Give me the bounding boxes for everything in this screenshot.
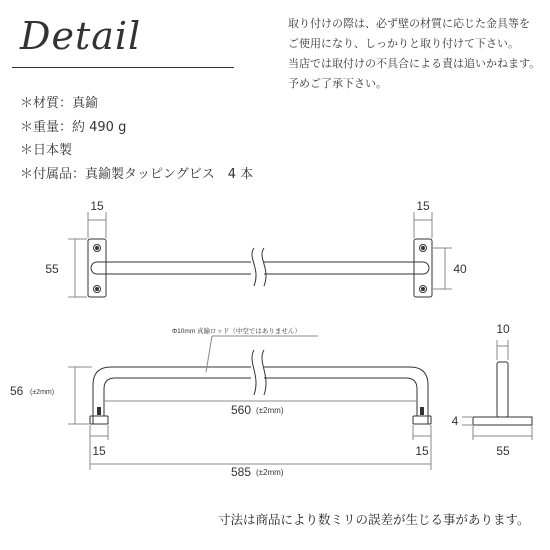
rod-note-label: Φ10mm 真鍮ロッド（中空ではありません） bbox=[172, 328, 301, 335]
front-height-label: 56 bbox=[10, 384, 24, 398]
front-total-label: 585 bbox=[231, 465, 252, 479]
spec-accessories: ＊付属品：真鍮製タッピングビス 4 本 bbox=[20, 166, 254, 182]
note-line: 予めご了承下さい。 bbox=[288, 77, 387, 90]
break-mark bbox=[252, 248, 256, 286]
note-line: ご使用になり、しっかりと取り付けて下さい。 bbox=[288, 37, 519, 50]
spec-material: ＊材質：真鍮 bbox=[20, 96, 99, 111]
rod-right bbox=[264, 262, 429, 274]
page-title: Detail bbox=[20, 14, 142, 58]
spec-origin: ＊日本製 bbox=[20, 143, 73, 158]
rod-left bbox=[91, 262, 251, 274]
side-base-width-label: 55 bbox=[496, 444, 510, 458]
note-line: 取り付けの際は、必ず壁の材質に応じた金具等を bbox=[288, 17, 530, 30]
front-total-tol: (±2mm) bbox=[256, 468, 284, 477]
break-mark bbox=[252, 350, 256, 395]
top-left-width-label: 15 bbox=[90, 199, 104, 213]
side-view bbox=[462, 340, 532, 440]
side-top-width-label: 10 bbox=[496, 322, 510, 336]
top-left-height-label: 55 bbox=[45, 262, 59, 276]
top-right-height-label: 40 bbox=[453, 262, 467, 276]
side-base-thickness-label: 4 bbox=[451, 414, 459, 428]
front-height-tol: (±2mm) bbox=[30, 389, 55, 396]
front-inner-tol: (±2mm) bbox=[256, 406, 284, 415]
spec-weight: ＊重量：約 490 g bbox=[20, 119, 127, 135]
top-view bbox=[68, 212, 452, 297]
front-inner-label: 560 bbox=[231, 403, 252, 417]
note-line: 当店では取付けの不具合による責は追いかねます。 bbox=[288, 57, 541, 70]
top-right-width-label: 15 bbox=[416, 199, 430, 213]
front-right-foot-label: 15 bbox=[415, 444, 429, 458]
front-left-foot-label: 15 bbox=[92, 444, 106, 458]
tolerance-footer-note: 寸法は商品により数ミリの誤差が生じる事があります。 bbox=[218, 512, 530, 527]
